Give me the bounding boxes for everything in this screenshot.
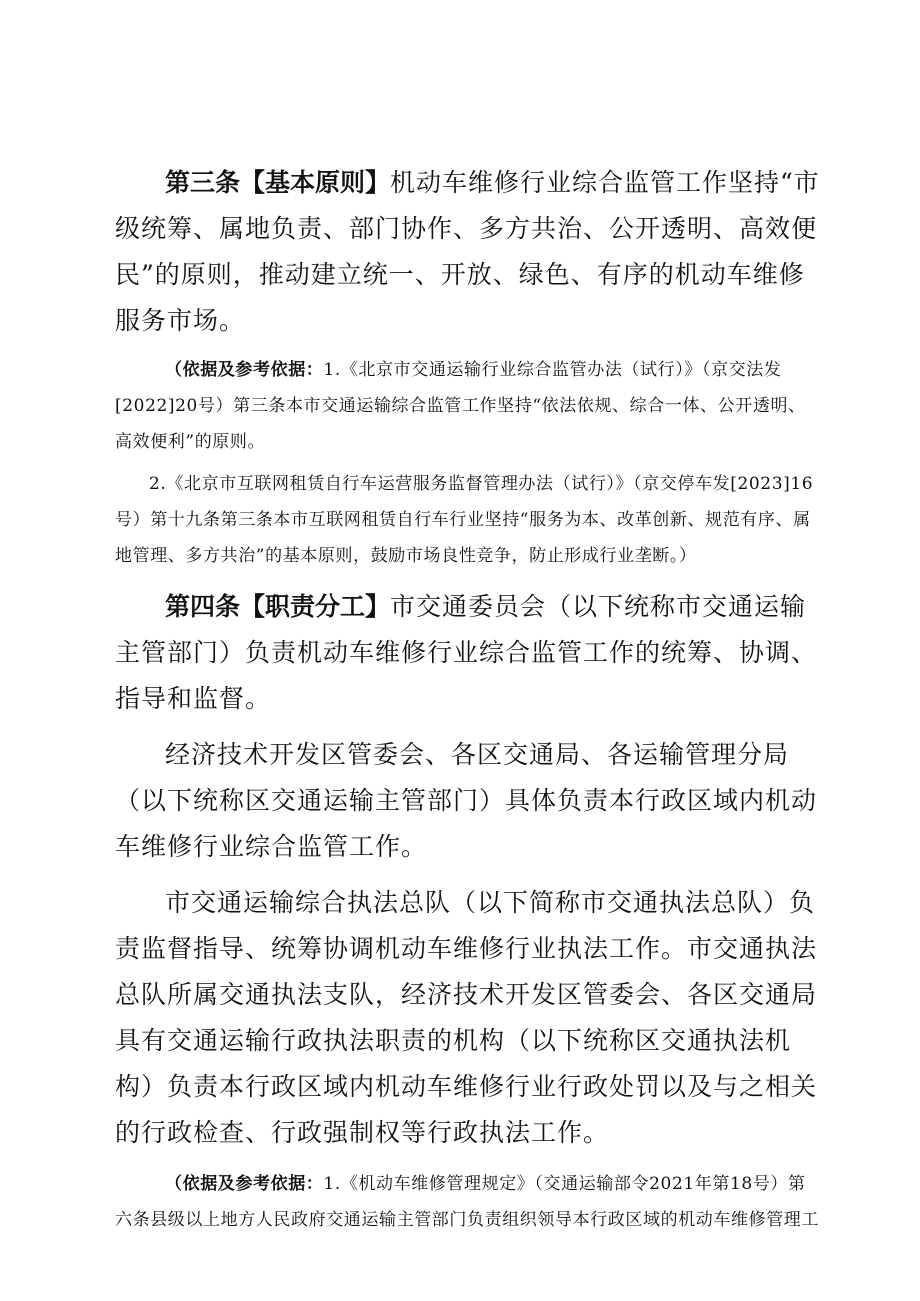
reference-label: （依据及参考依据： bbox=[165, 360, 324, 380]
reference-item: 1.《北京市交通运输行业综合监管办法（试行）》（京交法发[2022]20号）第三条本市交通运输综合监管工作坚持“依法依规、综合一体、公开透明、高效便利”的原则。 bbox=[115, 360, 806, 452]
reference-label: （依据及参考依据： bbox=[165, 1174, 324, 1194]
article-4-heading: 第四条【职责分工】 bbox=[165, 592, 391, 621]
article-3 bbox=[115, 160, 820, 344]
reference-item: 1.《机动车维修管理规定》（交通运输部令2021年第18号）第六条县级以上地方人民政府交通运输主管部门负责组织领导本行政区域的机动车维修管理工 bbox=[115, 1174, 819, 1230]
article-3-reference-2 bbox=[115, 466, 820, 574]
article-3-heading: 第三条【基本原则】 bbox=[165, 168, 391, 197]
article-4-paragraph-2: 经济技术开发区管委会、各区交通局、各运输管理分局（以下统称区交通运输主管部门）具体负责本行政区域内机动车维修行业综合监管工作。 bbox=[115, 740, 818, 861]
article-3-text: 机动车维修行业综合监管工作坚持“市级统筹、属地负责、部门协作、多方共治、公开透明、高效便民”的原则，推动建立统一、开放、绿色、有序的机动车维修服务市场。 bbox=[115, 168, 820, 335]
article-4-text: 市交通委员会（以下统称市交通运输主管部门）负责机动车维修行业综合监管工作的统筹、协调、指导和监督。 bbox=[115, 592, 818, 713]
article-4-reference-1 bbox=[115, 1166, 820, 1238]
article-3-reference-1 bbox=[115, 352, 820, 460]
article-4 bbox=[115, 584, 820, 722]
reference-item: 2.《北京市互联网租赁自行车运营服务监督管理办法（试行）》（京交停车发[2023]16号）第十九条第三条本市互联网租赁自行车行业坚持“服务为本、改革创新、规范有序、属地管理、多方共治”的基本原则，鼓励市场良性竞争，防止形成行业垄断。） bbox=[115, 474, 814, 566]
article-4-paragraph-3: 市交通运输综合执法总队（以下简称市交通执法总队）负责监督指导、统筹协调机动车维修行业执法工作。市交通执法总队所属交通执法支队，经济技术开发区管委会、各区交通局具有交通运输行政执法职责的机构（以下统称区交通执法机构）负责本行政区域内机动车维修行业行政处罚以及与之相关的行政检查、行政强制权等行政执法工作。 bbox=[115, 888, 818, 1147]
